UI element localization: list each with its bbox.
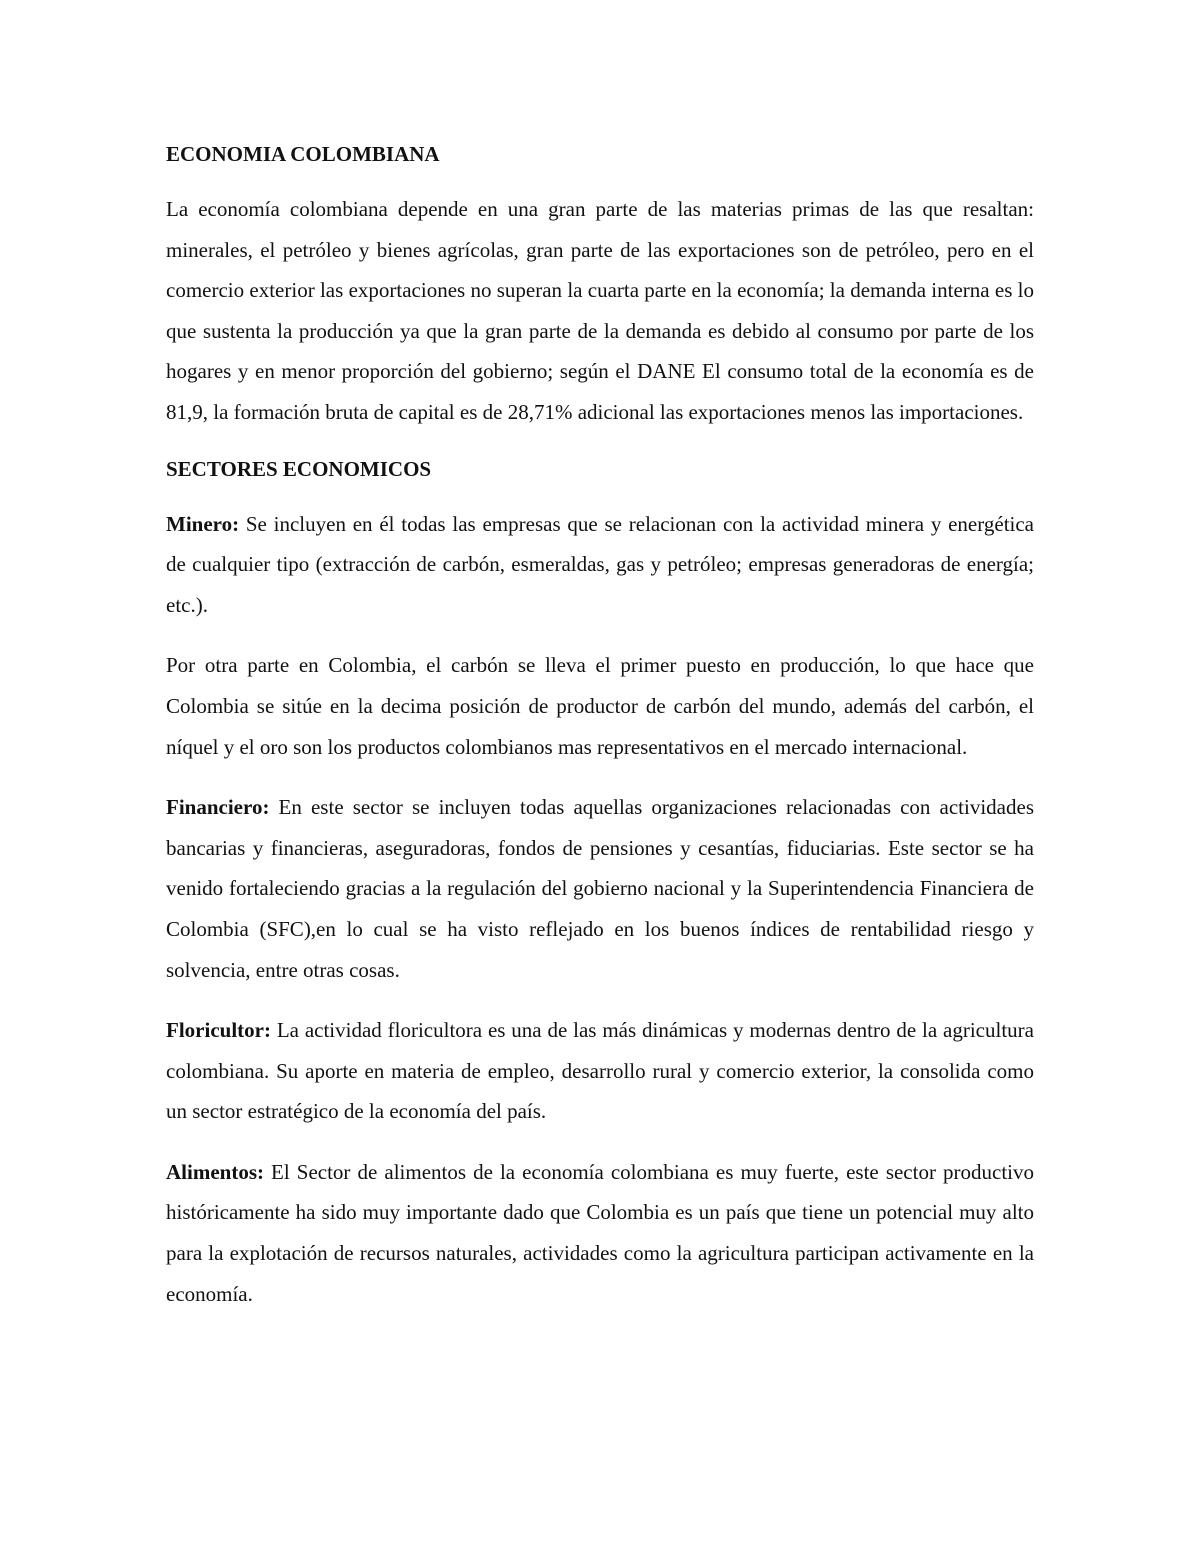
sector-paragraph-alimentos — [166, 1152, 1034, 1314]
sectors-heading: SECTORES ECONOMICOS — [166, 456, 432, 481]
sector-text: En este sector se incluyen todas aquellas organizaciones relacionadas con actividades bancarias y financieras, aseguradoras, fondos de pensiones y cesantías, fiduciarias. Este sector se ha venido fortaleciendo gracias a la regulación del gobierno nacional y la Superintendencia Financiera de Colombia (SFC),en lo cual se ha visto reflejado en los buenos índices de rentabilidad riesgo y solvencia, entre otras cosas. — [166, 795, 1034, 982]
sector-label: Alimentos: — [166, 1159, 264, 1184]
document-title: ECONOMIA COLOMBIANA — [166, 142, 440, 166]
document-body — [166, 138, 1034, 1314]
sector-text: La actividad floricultora es una de las más dinámicas y modernas dentro de la agricultura colombiana. Su aporte en materia de empleo, desarrollo rural y comercio exterior, la consolida como un sector estratégico de la economía del país. — [166, 1018, 1034, 1124]
coal-paragraph — [166, 645, 1034, 767]
sector-label: Floricultor: — [166, 1018, 271, 1043]
sector-label: Financiero: — [166, 795, 270, 820]
sector-text: El Sector de alimentos de la economía colombiana es muy fuerte, este sector productivo históricamente ha sido muy importante dado que Colombia es un país que tiene un potencial muy alto para la explotación de recursos naturales, actividades como la agricultura participan activamente en la economía. — [166, 1159, 1034, 1306]
sector-paragraph-financiero — [166, 787, 1034, 990]
sector-paragraph-floricultor — [166, 1010, 1034, 1132]
paragraph-text: Por otra parte en Colombia, el carbón se lleva el primer puesto en producción, lo que hace que Colombia se sitúe en la decima posición de productor de carbón del mundo, además del carbón, el níquel y el oro son los productos colombianos mas representativos en el mercado internacional. — [166, 653, 1034, 759]
sector-label: Minero: — [166, 511, 240, 536]
sector-paragraph-minero — [166, 504, 1034, 626]
intro-paragraph: La economía colombiana depende en una gran parte de las materias primas de las que resaltan: minerales, el petróleo y bienes agrícolas, gran parte de las exportaciones son de petróleo, pero en el comercio exterior las exportaciones no superan la cuarta parte en la economía; la demanda interna es lo que sustenta la producción ya que la gran parte de la demanda es debido al consumo por parte de los hogares y en menor proporción del gobierno; según el DANE El consumo total de la economía es de 81,9, la formación bruta de capital es de 28,71% adicional las exportaciones menos las importaciones. — [166, 197, 1034, 424]
sector-text: Se incluyen en él todas las empresas que se relacionan con la actividad minera y energética de cualquier tipo (extracción de carbón, esmeraldas, gas y petróleo; empresas generadoras de energía; etc.). — [166, 511, 1034, 617]
